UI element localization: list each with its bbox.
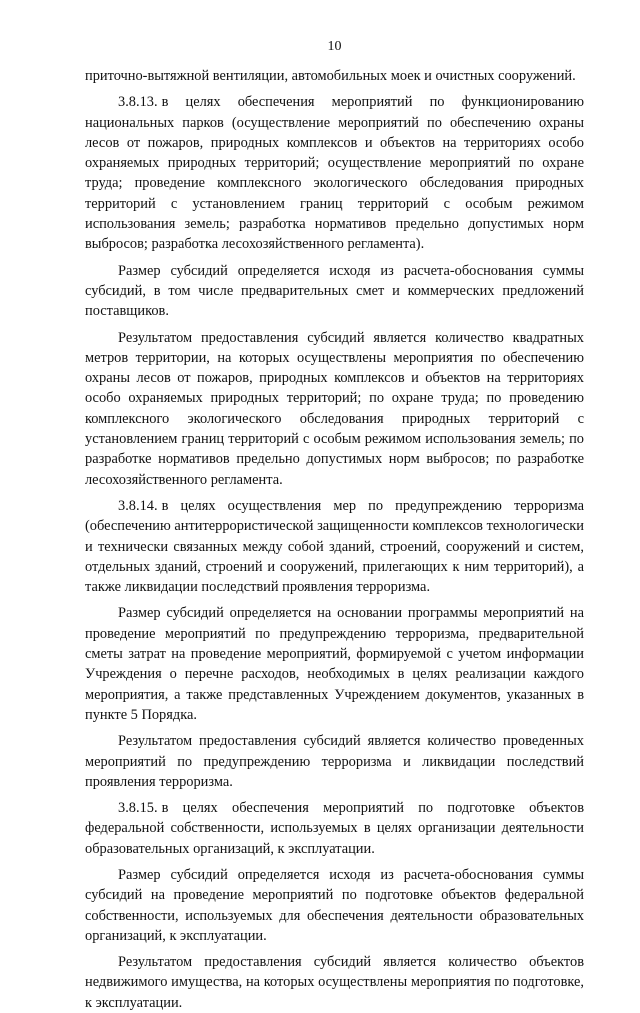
paragraph-text: Результатом предоставления субсидий является количество проведенных мероприятий по предупреждению терроризма и ликвидации последствий проявления терроризма. xyxy=(85,733,584,790)
clause-number: 3.8.14. xyxy=(118,497,158,514)
clause-3-8-14 xyxy=(85,496,584,597)
clause-text: в целях осуществления мер по предупреждению терроризма (обеспечению антитеррористической защищенности комплексов технологически и технически связанных между собой зданий, строений, сооружений и систем, отдельных зданий, строений и сооружений, прилегающих к ним территорий), а также ликвидации последствий проявления терроризма. xyxy=(85,497,584,596)
paragraph-continuation xyxy=(85,66,584,86)
paragraph-text: Результатом предоставления субсидий является количество объектов недвижимого имущества, на которых осуществлены мероприятия по подготовке, к эксплуатации. xyxy=(85,954,584,1011)
subsidy-result-paragraph xyxy=(85,952,584,1013)
subsidy-size-paragraph xyxy=(85,865,584,946)
paragraph-text: Размер субсидий определяется на основании программы мероприятий на проведение мероприятий по предупреждению терроризма, предварительной сметы затрат на проведение мероприятий, формируемой с учетом информации Учреждения о перечне расходов, необходимых в целях реализации каждого мероприятия, а также представленных Учреждением документов, указанных в пункте 5 Порядка. xyxy=(85,605,584,723)
subsidy-size-paragraph xyxy=(85,603,584,725)
clause-3-8-13 xyxy=(85,92,584,254)
subsidy-result-paragraph xyxy=(85,731,584,792)
subsidy-result-paragraph xyxy=(85,328,584,490)
clause-number: 3.8.15. xyxy=(118,800,158,817)
paragraph-text: Размер субсидий определяется исходя из расчета-обоснования суммы субсидий, в том числе предварительных смет и коммерческих предложений поставщиков. xyxy=(85,262,584,320)
clause-3-8-15 xyxy=(85,798,584,859)
paragraph-text: приточно-вытяжной вентиляции, автомобильных моек и очистных сооружений. xyxy=(85,68,576,84)
clause-text: в целях обеспечения мероприятий по подготовке объектов федеральной собственности, используемых в целях организации деятельности образовательных организаций, к эксплуатации. xyxy=(85,800,584,857)
subsidy-size-paragraph xyxy=(85,261,584,322)
clause-text: в целях обеспечения мероприятий по функционированию национальных парков (осуществление мероприятий по обеспечению охраны лесов от пожаров, природных комплексов и объектов на территориях особо охраняемых природных территорий; осуществление мероприятий по охране труда; проведение комплексного экологического обследования природных территорий с установлением границ территорий с особым режимом использования земель; разработка нормативов предельно допустимых норм выбросов; разработка лесохозяйственного регламента). xyxy=(85,94,584,253)
paragraph-text: Размер субсидий определяется исходя из расчета-обоснования суммы субсидий на проведение мероприятий по подготовке объектов федеральной собственности, используемых для обеспечения деятельности образовательных организаций, к эксплуатации. xyxy=(85,866,584,944)
clause-number: 3.8.13. xyxy=(118,94,158,111)
paragraph-text: Результатом предоставления субсидий является количество квадратных метров территории, на которых осуществлены мероприятия по обеспечению охраны лесов от пожаров, природных комплексов и объектов на территориях особо охраняемых природных территорий; по охране труда; по проведению комплексного экологического обследования природных территорий с установлением границ территорий с особым режимом использования земель; по разработке нормативов предельно допустимых норм выбросов; по разработке лесохозяйственного регламента. xyxy=(85,329,584,488)
page-number: 10 xyxy=(327,39,342,54)
